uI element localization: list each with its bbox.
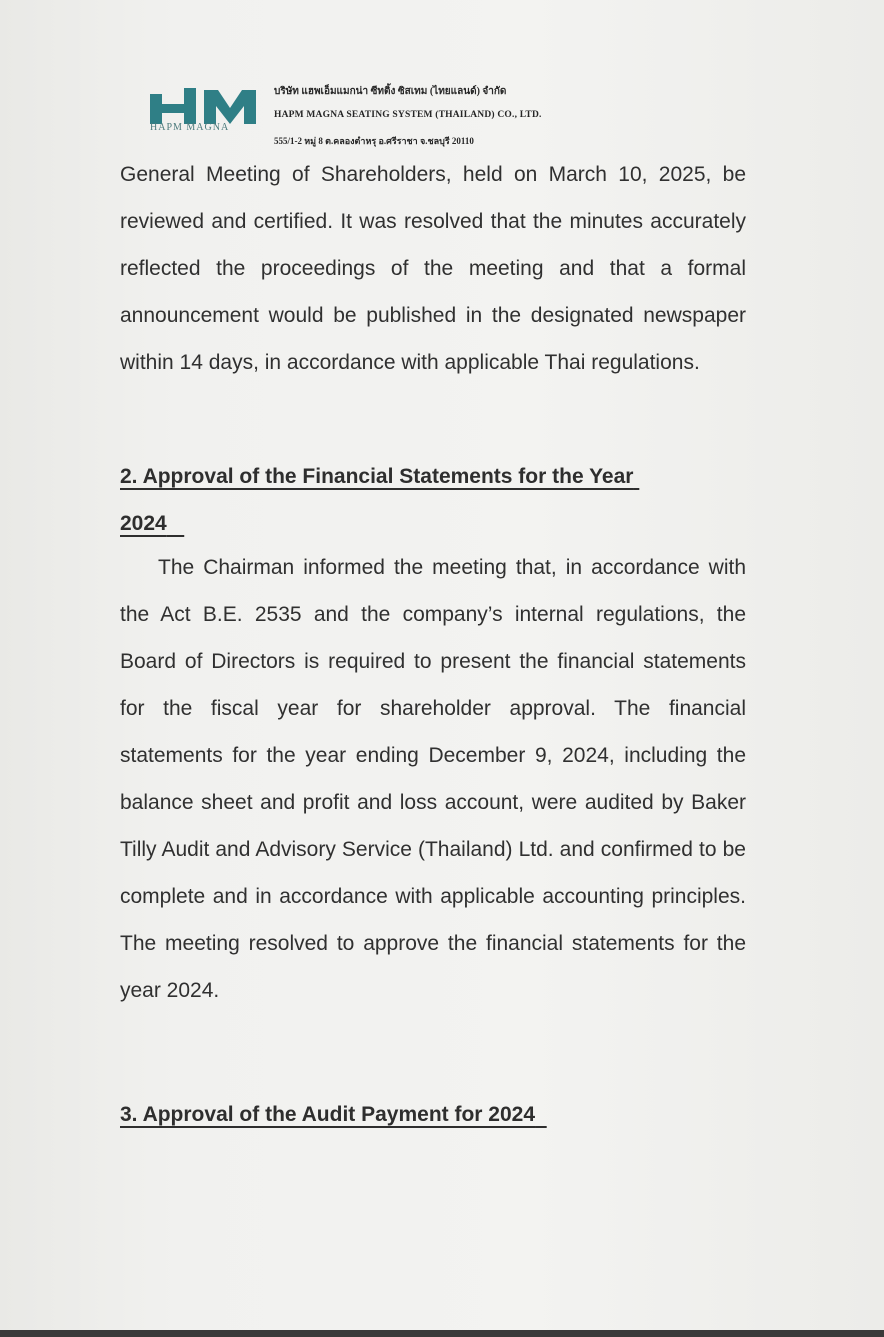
page-bottom-edge bbox=[0, 1330, 884, 1337]
logo-subtitle: HAPM MAGNA bbox=[150, 122, 230, 133]
paragraph-minutes: General Meeting of Shareholders, held on March 10, 2025, be reviewed and certified. It was resolved that the minutes accurately reflected the proceedings of the meeting and that a formal announcement would be published in the designated newspaper within 14 days, in accordance with applicable Thai regulations. bbox=[120, 163, 746, 374]
section-2-heading-line1: 2. Approval of the Financial Statements for the Year bbox=[120, 465, 634, 488]
paragraph-financial-statements: The Chairman informed the meeting that, in accordance with the Act B.E. 2535 and the company’s internal regulations, the Board of Directors is required to present the financial statements for the fiscal year for shareholder approval. The financial statements for the year ending December 9, 2024, including the balance sheet and profit and loss account, were audited by Baker Tilly Audit and Advisory Service (Thailand) Ltd. and confirmed to be complete and in accordance with applicable accounting principles. The meeting resolved to approve the financial statements for the year 2024. bbox=[120, 556, 746, 1002]
section-3-heading: 3. Approval of the Audit Payment for 2024 bbox=[120, 1103, 536, 1126]
company-name-thai: บริษัท แฮพเอ็มแมกน่า ซีทติ้ง ซิสเทม (ไทยแลนด์) จำกัด bbox=[274, 86, 507, 97]
company-address: 555/1-2 หมู่ 8 ต.คลองตำหรุ อ.ศรีราชา จ.ชลบุรี 20110 bbox=[274, 136, 474, 146]
letterhead bbox=[148, 80, 608, 150]
section-2-heading-line2: 2024 bbox=[120, 512, 167, 535]
company-name-english: HAPM MAGNA SEATING SYSTEM (THAILAND) CO., LTD. bbox=[274, 110, 542, 120]
